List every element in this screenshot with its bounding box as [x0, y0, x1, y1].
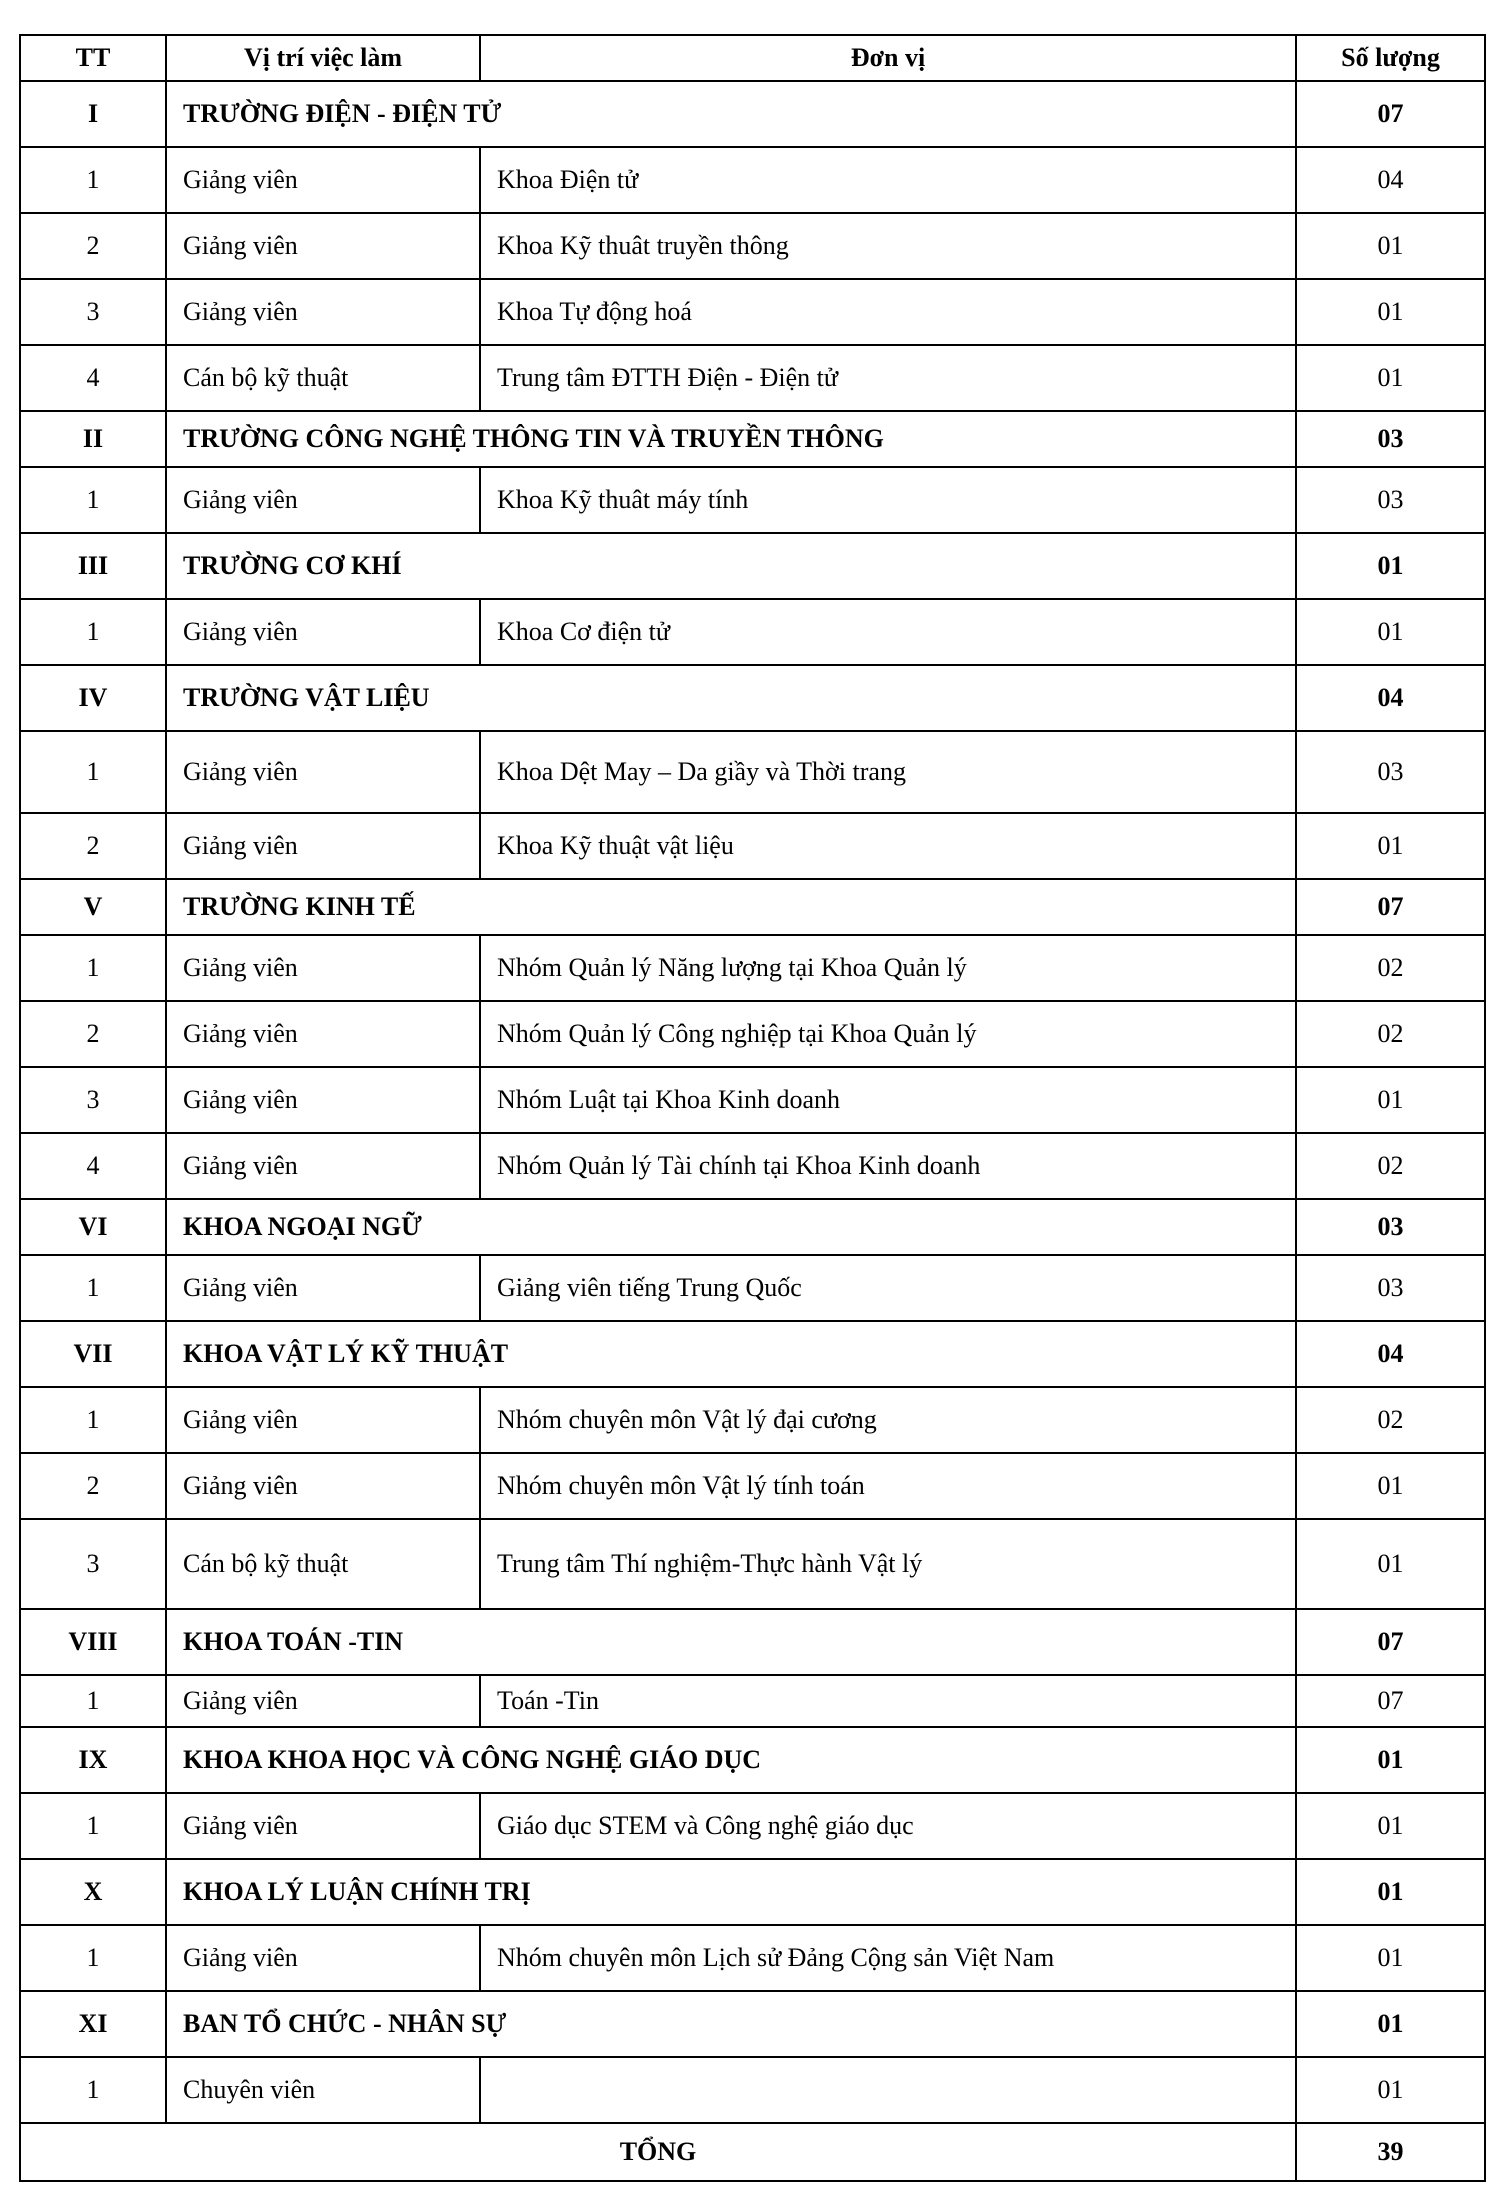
- row-quantity: 02: [1296, 935, 1485, 1001]
- group-quantity: 03: [1296, 1199, 1485, 1255]
- group-quantity: 04: [1296, 1321, 1485, 1387]
- header-row: [20, 35, 1485, 81]
- group-quantity: 07: [1296, 81, 1485, 147]
- row-number: 1: [20, 1387, 166, 1453]
- group-quantity: 01: [1296, 1859, 1485, 1925]
- row-position: Giảng viên: [166, 147, 480, 213]
- row-position: Giảng viên: [166, 279, 480, 345]
- group-row: [20, 81, 1485, 147]
- row-quantity: 01: [1296, 813, 1485, 879]
- group-row: [20, 1199, 1485, 1255]
- group-quantity: 04: [1296, 665, 1485, 731]
- row-unit: Khoa Kỹ thuât truyền thông: [480, 213, 1296, 279]
- group-number: II: [20, 411, 166, 467]
- header-quantity: Số lượng: [1296, 35, 1485, 81]
- group-number: XI: [20, 1991, 166, 2057]
- row-number: 1: [20, 599, 166, 665]
- table-row: [20, 813, 1485, 879]
- table-row: [20, 1925, 1485, 1991]
- group-number: III: [20, 533, 166, 599]
- group-name: KHOA KHOA HỌC VÀ CÔNG NGHỆ GIÁO DỤC: [166, 1727, 1296, 1793]
- table-row: [20, 147, 1485, 213]
- row-number: 1: [20, 467, 166, 533]
- row-position: Giảng viên: [166, 1255, 480, 1321]
- row-number: 1: [20, 731, 166, 813]
- row-position: Giảng viên: [166, 213, 480, 279]
- table-row: [20, 1001, 1485, 1067]
- row-number: 4: [20, 345, 166, 411]
- row-number: 3: [20, 1519, 166, 1609]
- header-tt: TT: [20, 35, 166, 81]
- row-unit: Khoa Điện tử: [480, 147, 1296, 213]
- row-unit: Khoa Kỹ thuật vật liệu: [480, 813, 1296, 879]
- row-position: Giảng viên: [166, 1793, 480, 1859]
- row-unit: Giáo dục STEM và Công nghệ giáo dục: [480, 1793, 1296, 1859]
- table-row: [20, 2057, 1485, 2123]
- group-row: [20, 533, 1485, 599]
- row-unit: Nhóm chuyên môn Lịch sử Đảng Cộng sản Việt Nam: [480, 1925, 1296, 1991]
- group-quantity: 07: [1296, 1609, 1485, 1675]
- group-quantity: 01: [1296, 1991, 1485, 2057]
- row-unit: Giảng viên tiếng Trung Quốc: [480, 1255, 1296, 1321]
- row-quantity: 03: [1296, 731, 1485, 813]
- row-unit: Nhóm Quản lý Năng lượng tại Khoa Quản lý: [480, 935, 1296, 1001]
- group-number: I: [20, 81, 166, 147]
- table-row: [20, 1793, 1485, 1859]
- row-position: Giảng viên: [166, 731, 480, 813]
- table-row: [20, 1387, 1485, 1453]
- group-row: [20, 665, 1485, 731]
- table-row: [20, 599, 1485, 665]
- row-quantity: 01: [1296, 1925, 1485, 1991]
- group-row: [20, 1321, 1485, 1387]
- group-name: TRƯỜNG CƠ KHÍ: [166, 533, 1296, 599]
- row-position: Giảng viên: [166, 813, 480, 879]
- row-unit: Nhóm Quản lý Tài chính tại Khoa Kinh doanh: [480, 1133, 1296, 1199]
- table-body: [20, 81, 1485, 2123]
- row-unit: Nhóm chuyên môn Vật lý tính toán: [480, 1453, 1296, 1519]
- group-row: [20, 1609, 1485, 1675]
- row-number: 1: [20, 2057, 166, 2123]
- table-row: [20, 467, 1485, 533]
- row-quantity: 01: [1296, 1519, 1485, 1609]
- group-name: KHOA NGOẠI NGỮ: [166, 1199, 1296, 1255]
- group-name: TRƯỜNG KINH TẾ: [166, 879, 1296, 935]
- row-quantity: 07: [1296, 1675, 1485, 1727]
- row-position: Giảng viên: [166, 1387, 480, 1453]
- table-row: [20, 1519, 1485, 1609]
- row-quantity: 01: [1296, 345, 1485, 411]
- row-position: Giảng viên: [166, 1067, 480, 1133]
- group-name: TRƯỜNG VẬT LIỆU: [166, 665, 1296, 731]
- row-position: Giảng viên: [166, 1001, 480, 1067]
- header-position: Vị trí việc làm: [166, 35, 480, 81]
- row-quantity: 01: [1296, 213, 1485, 279]
- row-number: 1: [20, 1793, 166, 1859]
- row-quantity: 01: [1296, 1453, 1485, 1519]
- row-number: 1: [20, 1255, 166, 1321]
- group-row: [20, 411, 1485, 467]
- group-quantity: 03: [1296, 411, 1485, 467]
- recruitment-table: [19, 34, 1486, 2182]
- row-position: Giảng viên: [166, 1133, 480, 1199]
- group-name: KHOA VẬT LÝ KỸ THUẬT: [166, 1321, 1296, 1387]
- total-quantity: 39: [1296, 2123, 1485, 2181]
- row-number: 1: [20, 1675, 166, 1727]
- group-row: [20, 1727, 1485, 1793]
- row-number: 3: [20, 1067, 166, 1133]
- row-position: Chuyên viên: [166, 2057, 480, 2123]
- group-quantity: 01: [1296, 1727, 1485, 1793]
- group-row: [20, 879, 1485, 935]
- row-number: 1: [20, 147, 166, 213]
- row-position: Giảng viên: [166, 1925, 480, 1991]
- row-number: 2: [20, 213, 166, 279]
- group-number: IV: [20, 665, 166, 731]
- group-name: KHOA TOÁN -TIN: [166, 1609, 1296, 1675]
- row-position: Cán bộ kỹ thuật: [166, 1519, 480, 1609]
- table-row: [20, 1453, 1485, 1519]
- row-number: 1: [20, 935, 166, 1001]
- table-row: [20, 1067, 1485, 1133]
- group-number: V: [20, 879, 166, 935]
- row-unit: Toán -Tin: [480, 1675, 1296, 1727]
- header-unit: Đơn vị: [480, 35, 1296, 81]
- total-label: TỔNG: [20, 2123, 1296, 2181]
- row-quantity: 03: [1296, 1255, 1485, 1321]
- group-quantity: 01: [1296, 533, 1485, 599]
- table-row: [20, 345, 1485, 411]
- row-unit: Nhóm Quản lý Công nghiệp tại Khoa Quản lý: [480, 1001, 1296, 1067]
- row-unit: Khoa Dệt May – Da giầy và Thời trang: [480, 731, 1296, 813]
- row-quantity: 02: [1296, 1387, 1485, 1453]
- row-number: 1: [20, 1925, 166, 1991]
- group-number: VIII: [20, 1609, 166, 1675]
- row-quantity: 03: [1296, 467, 1485, 533]
- row-position: Giảng viên: [166, 1453, 480, 1519]
- row-unit: Khoa Cơ điện tử: [480, 599, 1296, 665]
- row-quantity: 01: [1296, 2057, 1485, 2123]
- row-position: Cán bộ kỹ thuật: [166, 345, 480, 411]
- group-number: VII: [20, 1321, 166, 1387]
- group-number: VI: [20, 1199, 166, 1255]
- table-row: [20, 1675, 1485, 1727]
- group-name: KHOA LÝ LUẬN CHÍNH TRỊ: [166, 1859, 1296, 1925]
- row-number: 2: [20, 1001, 166, 1067]
- row-unit: [480, 2057, 1296, 2123]
- row-unit: Nhóm Luật tại Khoa Kinh doanh: [480, 1067, 1296, 1133]
- group-name: BAN TỔ CHỨC - NHÂN SỰ: [166, 1991, 1296, 2057]
- row-number: 2: [20, 813, 166, 879]
- group-quantity: 07: [1296, 879, 1485, 935]
- table-row: [20, 935, 1485, 1001]
- row-position: Giảng viên: [166, 1675, 480, 1727]
- total-row: [20, 2123, 1485, 2181]
- group-number: IX: [20, 1727, 166, 1793]
- row-position: Giảng viên: [166, 935, 480, 1001]
- row-position: Giảng viên: [166, 467, 480, 533]
- row-quantity: 04: [1296, 147, 1485, 213]
- row-quantity: 02: [1296, 1001, 1485, 1067]
- row-quantity: 02: [1296, 1133, 1485, 1199]
- row-unit: Khoa Tự động hoá: [480, 279, 1296, 345]
- row-quantity: 01: [1296, 1067, 1485, 1133]
- row-number: 2: [20, 1453, 166, 1519]
- group-row: [20, 1859, 1485, 1925]
- table-row: [20, 213, 1485, 279]
- row-unit: Trung tâm Thí nghiệm-Thực hành Vật lý: [480, 1519, 1296, 1609]
- row-unit: Nhóm chuyên môn Vật lý đại cương: [480, 1387, 1296, 1453]
- table-row: [20, 1133, 1485, 1199]
- row-quantity: 01: [1296, 1793, 1485, 1859]
- table-row: [20, 1255, 1485, 1321]
- row-number: 4: [20, 1133, 166, 1199]
- row-position: Giảng viên: [166, 599, 480, 665]
- table-row: [20, 731, 1485, 813]
- group-row: [20, 1991, 1485, 2057]
- row-quantity: 01: [1296, 599, 1485, 665]
- row-unit: Trung tâm ĐTTH Điện - Điện tử: [480, 345, 1296, 411]
- group-name: TRƯỜNG ĐIỆN - ĐIỆN TỬ: [166, 81, 1296, 147]
- row-number: 3: [20, 279, 166, 345]
- group-name: TRƯỜNG CÔNG NGHỆ THÔNG TIN VÀ TRUYỀN THÔNG: [166, 411, 1296, 467]
- row-quantity: 01: [1296, 279, 1485, 345]
- table-row: [20, 279, 1485, 345]
- group-number: X: [20, 1859, 166, 1925]
- row-unit: Khoa Kỹ thuât máy tính: [480, 467, 1296, 533]
